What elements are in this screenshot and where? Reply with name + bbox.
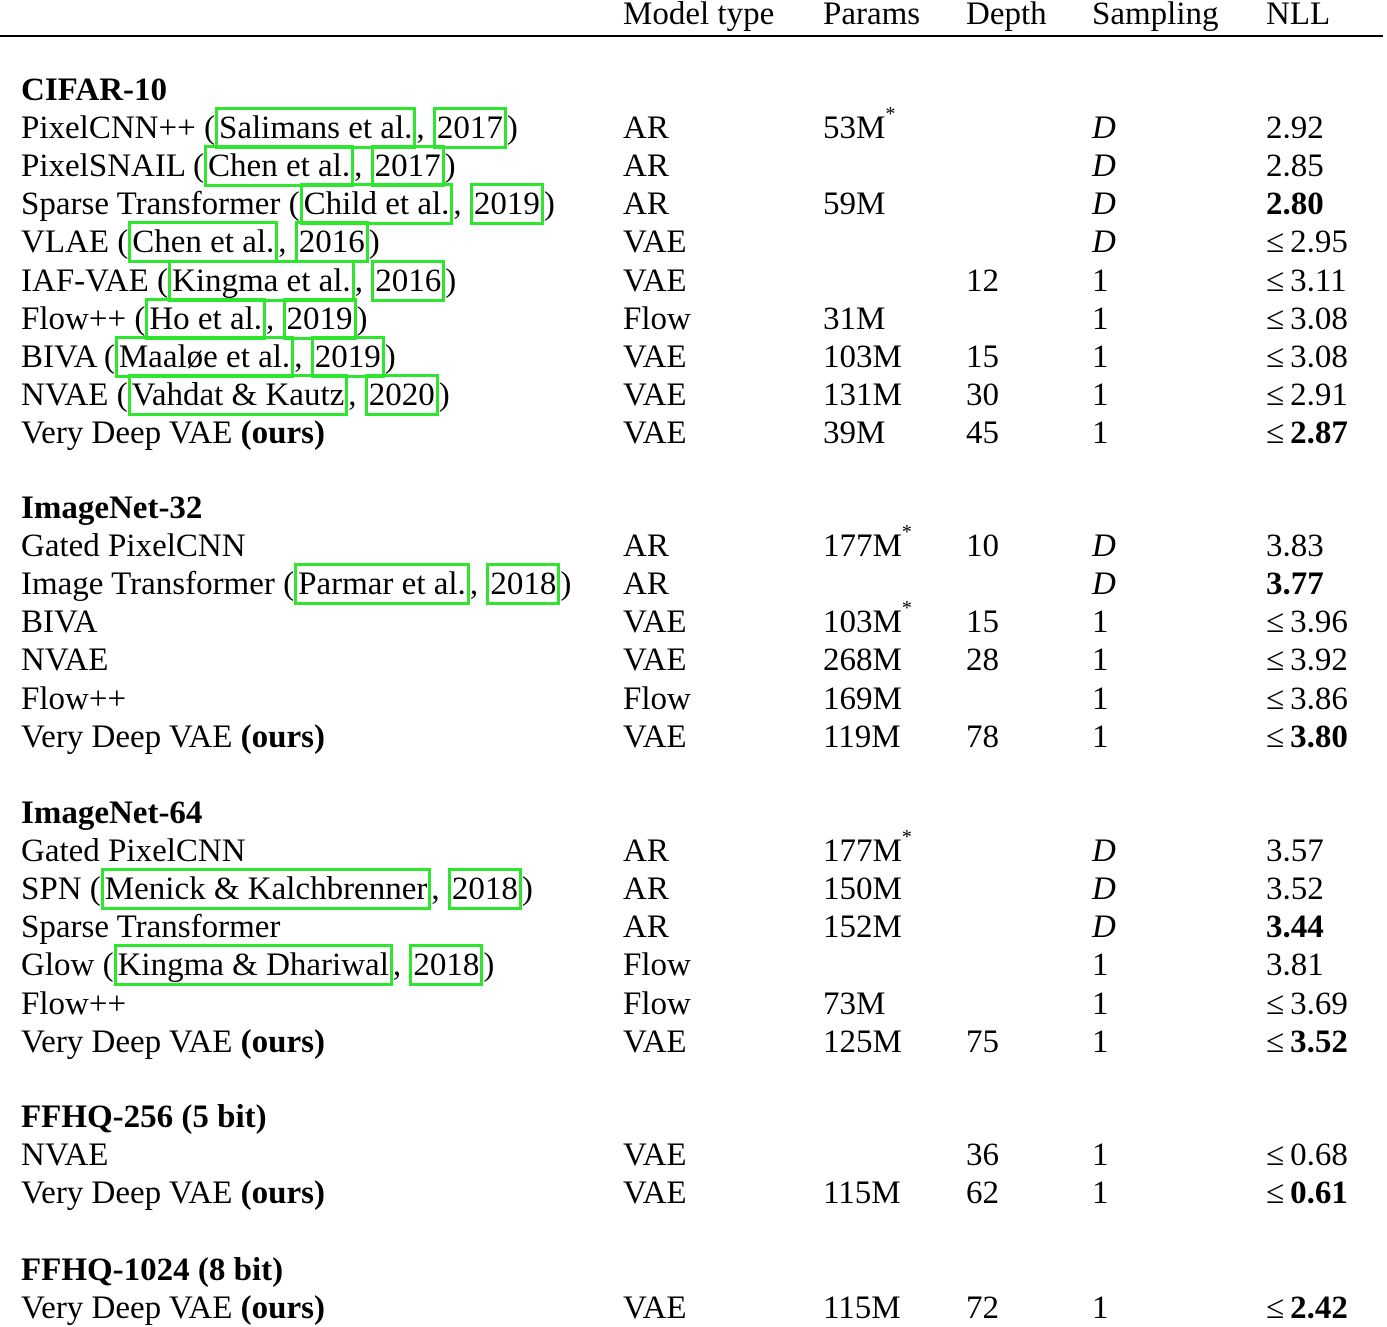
model-type-cell: VAE: [623, 1023, 687, 1060]
leq-symbol: ≤: [1266, 1023, 1285, 1060]
nll-cell: [1266, 300, 1348, 338]
params-cell: [823, 718, 901, 756]
depth-cell: 15: [966, 604, 999, 641]
header-model-type: Model type: [623, 0, 775, 32]
params-cell: [823, 414, 885, 452]
model-name-cell: [21, 1023, 325, 1061]
leq-symbol: ≤: [1266, 680, 1285, 717]
nll-value: 3.83: [1266, 528, 1324, 565]
nll-value: 2.80: [1266, 186, 1324, 223]
citation-year-link[interactable]: 2020: [365, 374, 439, 416]
nll-cell: [1266, 603, 1348, 641]
model-type-cell: Flow: [623, 985, 691, 1022]
leq-symbol: ≤: [1266, 604, 1285, 641]
nll-cell: [1266, 1023, 1348, 1061]
model-type-cell: VAE: [623, 1137, 687, 1174]
params-cell: [823, 985, 885, 1023]
model-name-cell: [21, 680, 126, 718]
nll-cell: [1266, 147, 1324, 185]
citation-year-link[interactable]: 2016: [371, 260, 445, 302]
model-name: Gated PixelCNN: [21, 528, 246, 565]
citation-year-link[interactable]: 2017: [371, 145, 445, 187]
depth-cell: 75: [966, 1023, 999, 1060]
citation-author-link[interactable]: Ho et al.: [145, 298, 266, 340]
model-name: Sparse Transformer: [21, 186, 281, 223]
model-name: PixelSNAIL: [21, 148, 185, 185]
sampling-cell: D: [1092, 528, 1116, 565]
nll-value: 0.68: [1290, 1137, 1348, 1174]
model-name: Flow++: [21, 300, 127, 337]
model-name: Glow: [21, 947, 95, 984]
model-name: BIVA: [21, 338, 96, 375]
citation-author-link[interactable]: Vahdat & Kautz: [128, 374, 349, 416]
section-title: ImageNet-32: [21, 490, 203, 526]
nll-value: 3.08: [1290, 300, 1348, 337]
params-cell: [823, 908, 902, 946]
sampling-cell: D: [1092, 186, 1116, 223]
params-cell: [823, 870, 902, 908]
model-name-cell: PixelSNAIL ( Chen et al. , 2017 ): [21, 147, 456, 185]
leq-symbol: ≤: [1266, 985, 1285, 1022]
nll-cell: [1266, 565, 1324, 603]
model-name: Very Deep VAE: [21, 414, 233, 451]
sampling-cell: D: [1092, 224, 1116, 261]
params-value: 115M: [823, 1175, 901, 1212]
model-name: NVAE: [21, 642, 109, 679]
model-name-cell: [21, 718, 325, 756]
ours-label: (ours): [240, 718, 325, 755]
sampling-cell: D: [1092, 833, 1116, 870]
nll-cell: [1266, 680, 1348, 718]
nll-cell: [1266, 262, 1347, 300]
nll-cell: [1266, 1136, 1348, 1174]
nll-value: 0.61: [1290, 1175, 1348, 1212]
nll-cell: [1266, 718, 1348, 756]
model-type-cell: AR: [623, 833, 669, 870]
sampling-cell: 1: [1092, 376, 1109, 413]
leq-symbol: ≤: [1266, 338, 1285, 375]
leq-symbol: ≤: [1266, 376, 1285, 413]
section-title: ImageNet-64: [21, 795, 203, 831]
leq-symbol: ≤: [1266, 1175, 1285, 1212]
nll-value: 3.08: [1290, 338, 1348, 375]
model-name-cell: [21, 414, 325, 452]
sampling-cell: D: [1092, 110, 1116, 147]
model-name-cell: [21, 641, 108, 679]
model-type-cell: AR: [623, 566, 669, 603]
model-type-cell: Flow: [623, 680, 691, 717]
params-value: 177M: [823, 528, 902, 565]
sampling-cell: 1: [1092, 947, 1109, 984]
model-name-cell: [21, 527, 246, 565]
params-cell: [823, 376, 902, 414]
sampling-cell: 1: [1092, 1023, 1109, 1060]
model-name-cell: [21, 832, 246, 870]
params-value: 59M: [823, 186, 886, 223]
section-title: FFHQ-1024 (8 bit): [21, 1252, 284, 1288]
model-type-cell: VAE: [623, 642, 687, 679]
sampling-cell: 1: [1092, 1175, 1109, 1212]
ours-label: (ours): [240, 414, 325, 451]
citation-year-link[interactable]: 2018: [409, 944, 483, 986]
params-cell: [823, 300, 885, 338]
model-name: Very Deep VAE: [21, 1290, 233, 1327]
depth-cell: 10: [966, 528, 999, 565]
model-name: Sparse Transformer: [21, 909, 281, 946]
params-value: 115M: [823, 1290, 901, 1327]
params-footnote-mark: *: [901, 521, 912, 544]
sampling-cell: 1: [1092, 985, 1109, 1022]
header-depth: Depth: [966, 0, 1047, 32]
citation-author-link[interactable]: Salimans et al.: [215, 107, 416, 149]
params-cell: [823, 826, 912, 870]
depth-cell: 45: [966, 414, 999, 451]
sampling-cell: 1: [1092, 338, 1109, 375]
nll-value: 3.81: [1266, 947, 1324, 984]
model-name: BIVA: [21, 604, 98, 641]
nll-cell: [1266, 185, 1324, 223]
citation-author-link[interactable]: Menick & Kalchbrenner: [101, 868, 432, 910]
model-name: VLAE: [21, 224, 109, 261]
model-type-cell: Flow: [623, 947, 691, 984]
model-type-cell: VAE: [623, 224, 687, 261]
section-title: FFHQ-256 (5 bit): [21, 1099, 267, 1135]
params-cell: [823, 1174, 901, 1212]
params-value: 103M: [823, 604, 902, 641]
params-cell: [823, 338, 902, 376]
leq-symbol: ≤: [1266, 300, 1285, 337]
nll-cell: [1266, 641, 1348, 679]
model-type-cell: AR: [623, 110, 669, 147]
sampling-cell: 1: [1092, 604, 1109, 641]
nll-value: 3.77: [1266, 566, 1324, 603]
model-type-cell: AR: [623, 871, 669, 908]
depth-cell: 78: [966, 718, 999, 755]
params-value: 152M: [823, 909, 902, 946]
sampling-cell: 1: [1092, 300, 1109, 337]
model-name-cell: SPN ( Menick & Kalchbrenner , 2018 ): [21, 870, 533, 908]
params-cell: [823, 521, 912, 565]
nll-cell: [1266, 109, 1324, 147]
params-footnote-mark: *: [885, 103, 896, 126]
nll-cell: [1266, 946, 1324, 984]
model-name-cell: Image Transformer ( Parmar et al. , 2018 ): [21, 565, 571, 603]
sampling-cell: D: [1092, 148, 1116, 185]
model-name-cell: [21, 985, 126, 1023]
model-name-cell: VLAE ( Chen et al. , 2016 ): [21, 223, 380, 261]
header-sampling: Sampling: [1092, 0, 1219, 32]
model-name-cell: NVAE ( Vahdat & Kautz , 2020 ): [21, 376, 450, 414]
leq-symbol: ≤: [1266, 224, 1285, 261]
model-name-cell: [21, 908, 280, 946]
citation-author-link[interactable]: Chen et al.: [204, 145, 354, 187]
model-name: NVAE: [21, 1137, 109, 1174]
model-name: Very Deep VAE: [21, 1023, 233, 1060]
section-title: CIFAR-10: [21, 72, 168, 108]
nll-value: 3.57: [1266, 833, 1324, 870]
params-cell: [823, 680, 902, 718]
nll-value: 3.92: [1290, 642, 1348, 679]
nll-cell: [1266, 1174, 1348, 1212]
nll-value: 2.91: [1290, 376, 1348, 413]
model-type-cell: VAE: [623, 414, 687, 451]
citation-year-link[interactable]: 2017: [433, 107, 507, 149]
params-cell: [823, 641, 902, 679]
nll-cell: [1266, 338, 1348, 376]
model-name: Flow++: [21, 680, 127, 717]
citation-author-link[interactable]: Parmar et al.: [294, 563, 470, 605]
ours-label: (ours): [240, 1023, 325, 1060]
nll-value: 2.42: [1290, 1290, 1348, 1327]
model-type-cell: AR: [623, 148, 669, 185]
nll-value: 3.86: [1290, 680, 1348, 717]
ours-label: (ours): [240, 1290, 325, 1327]
model-name: Gated PixelCNN: [21, 833, 246, 870]
depth-cell: 12: [966, 262, 999, 299]
citation-author-link[interactable]: Maaløe et al.: [115, 336, 294, 378]
params-value: 268M: [823, 642, 902, 679]
nll-cell: [1266, 832, 1324, 870]
model-name-cell: [21, 1174, 325, 1212]
model-name-cell: [21, 1289, 325, 1327]
citation-year-link[interactable]: 2016: [295, 221, 369, 263]
header-rule: [0, 35, 1383, 37]
nll-value: 3.52: [1266, 871, 1324, 908]
sampling-cell: 1: [1092, 718, 1109, 755]
model-name-cell: Sparse Transformer ( Child et al. , 2019 ): [21, 185, 555, 223]
citation-author-link[interactable]: Kingma & Dhariwal: [114, 944, 393, 986]
nll-cell: [1266, 1289, 1348, 1327]
header-params: Params: [823, 0, 921, 32]
model-name: Image Transformer: [21, 566, 275, 603]
depth-cell: 72: [966, 1290, 999, 1327]
sampling-cell: D: [1092, 871, 1116, 908]
nll-value: 3.52: [1290, 1023, 1348, 1060]
model-name-cell: Flow++ ( Ho et al. , 2019 ): [21, 300, 368, 338]
model-type-cell: VAE: [623, 1290, 687, 1327]
model-type-cell: AR: [623, 909, 669, 946]
model-name: Very Deep VAE: [21, 1175, 233, 1212]
citation-year-link[interactable]: 2019: [470, 183, 544, 225]
citation-year-link[interactable]: 2019: [283, 298, 357, 340]
model-name-cell: BIVA ( Maaløe et al. , 2019 ): [21, 338, 396, 376]
params-value: 169M: [823, 680, 902, 717]
sampling-cell: 1: [1092, 262, 1109, 299]
model-name-cell: IAF-VAE ( Kingma et al. , 2016 ): [21, 262, 456, 300]
model-name: NVAE: [21, 376, 109, 413]
ours-label: (ours): [240, 1175, 325, 1212]
params-value: 177M: [823, 833, 902, 870]
nll-cell: [1266, 223, 1348, 261]
leq-symbol: ≤: [1266, 1137, 1285, 1174]
params-cell: [823, 597, 912, 641]
citation-year-link[interactable]: 2019: [311, 336, 385, 378]
nll-value: 2.92: [1266, 110, 1324, 147]
model-name: SPN: [21, 871, 82, 908]
depth-cell: 36: [966, 1137, 999, 1174]
model-type-cell: VAE: [623, 1175, 687, 1212]
nll-cell: [1266, 376, 1348, 414]
params-value: 131M: [823, 376, 902, 413]
leq-symbol: ≤: [1266, 262, 1285, 299]
model-name: IAF-VAE: [21, 262, 149, 299]
nll-value: 2.85: [1266, 148, 1324, 185]
depth-cell: 28: [966, 642, 999, 679]
params-value: 125M: [823, 1023, 902, 1060]
params-footnote-mark: *: [901, 597, 912, 620]
leq-symbol: ≤: [1266, 414, 1285, 451]
sampling-cell: 1: [1092, 642, 1109, 679]
model-name: Very Deep VAE: [21, 718, 233, 755]
model-type-cell: VAE: [623, 338, 687, 375]
nll-value: 2.87: [1290, 414, 1348, 451]
citation-year-link[interactable]: 2018: [448, 868, 522, 910]
citation-author-link[interactable]: Chen et al.: [128, 221, 278, 263]
nll-cell: [1266, 908, 1324, 946]
citation-author-link[interactable]: Child et al.: [300, 183, 454, 225]
model-type-cell: VAE: [623, 604, 687, 641]
nll-value: 2.95: [1290, 224, 1348, 261]
nll-value: 3.11: [1290, 262, 1347, 299]
model-type-cell: VAE: [623, 376, 687, 413]
nll-cell: [1266, 414, 1348, 452]
params-footnote-mark: *: [901, 826, 912, 849]
leq-symbol: ≤: [1266, 718, 1285, 755]
model-name: PixelCNN++: [21, 110, 196, 147]
nll-cell: [1266, 527, 1324, 565]
model-name-cell: [21, 603, 97, 641]
nll-cell: [1266, 870, 1324, 908]
params-value: 39M: [823, 414, 886, 451]
params-cell: [823, 1023, 902, 1061]
params-value: 103M: [823, 338, 902, 375]
sampling-cell: 1: [1092, 680, 1109, 717]
nll-value: 3.69: [1290, 985, 1348, 1022]
sampling-cell: D: [1092, 566, 1116, 603]
depth-cell: 30: [966, 376, 999, 413]
nll-value: 3.80: [1290, 718, 1348, 755]
nll-value: 3.96: [1290, 604, 1348, 641]
depth-cell: 15: [966, 338, 999, 375]
model-type-cell: AR: [623, 528, 669, 565]
model-type-cell: VAE: [623, 262, 687, 299]
params-value: 73M: [823, 985, 886, 1022]
model-type-cell: AR: [623, 186, 669, 223]
citation-author-link[interactable]: Kingma et al.: [168, 260, 355, 302]
params-value: 119M: [823, 718, 901, 755]
sampling-cell: 1: [1092, 1290, 1109, 1327]
params-value: 150M: [823, 871, 902, 908]
model-type-cell: VAE: [623, 718, 687, 755]
depth-cell: 62: [966, 1175, 999, 1212]
params-cell: [823, 185, 885, 223]
params-cell: [823, 103, 896, 147]
nll-cell: [1266, 985, 1348, 1023]
params-value: 53M: [823, 110, 886, 147]
leq-symbol: ≤: [1266, 1290, 1285, 1327]
model-name-cell: [21, 1136, 108, 1174]
params-cell: [823, 1289, 901, 1327]
model-name-cell: PixelCNN++ ( Salimans et al. , 2017 ): [21, 109, 518, 147]
citation-year-link[interactable]: 2018: [486, 563, 560, 605]
sampling-cell: 1: [1092, 414, 1109, 451]
params-value: 31M: [823, 300, 886, 337]
header-nll: NLL: [1266, 0, 1331, 32]
sampling-cell: 1: [1092, 1137, 1109, 1174]
leq-symbol: ≤: [1266, 642, 1285, 679]
model-name: Flow++: [21, 985, 127, 1022]
model-name-cell: Glow ( Kingma & Dhariwal , 2018 ): [21, 946, 494, 984]
sampling-cell: D: [1092, 909, 1116, 946]
nll-value: 3.44: [1266, 909, 1324, 946]
model-type-cell: Flow: [623, 300, 691, 337]
